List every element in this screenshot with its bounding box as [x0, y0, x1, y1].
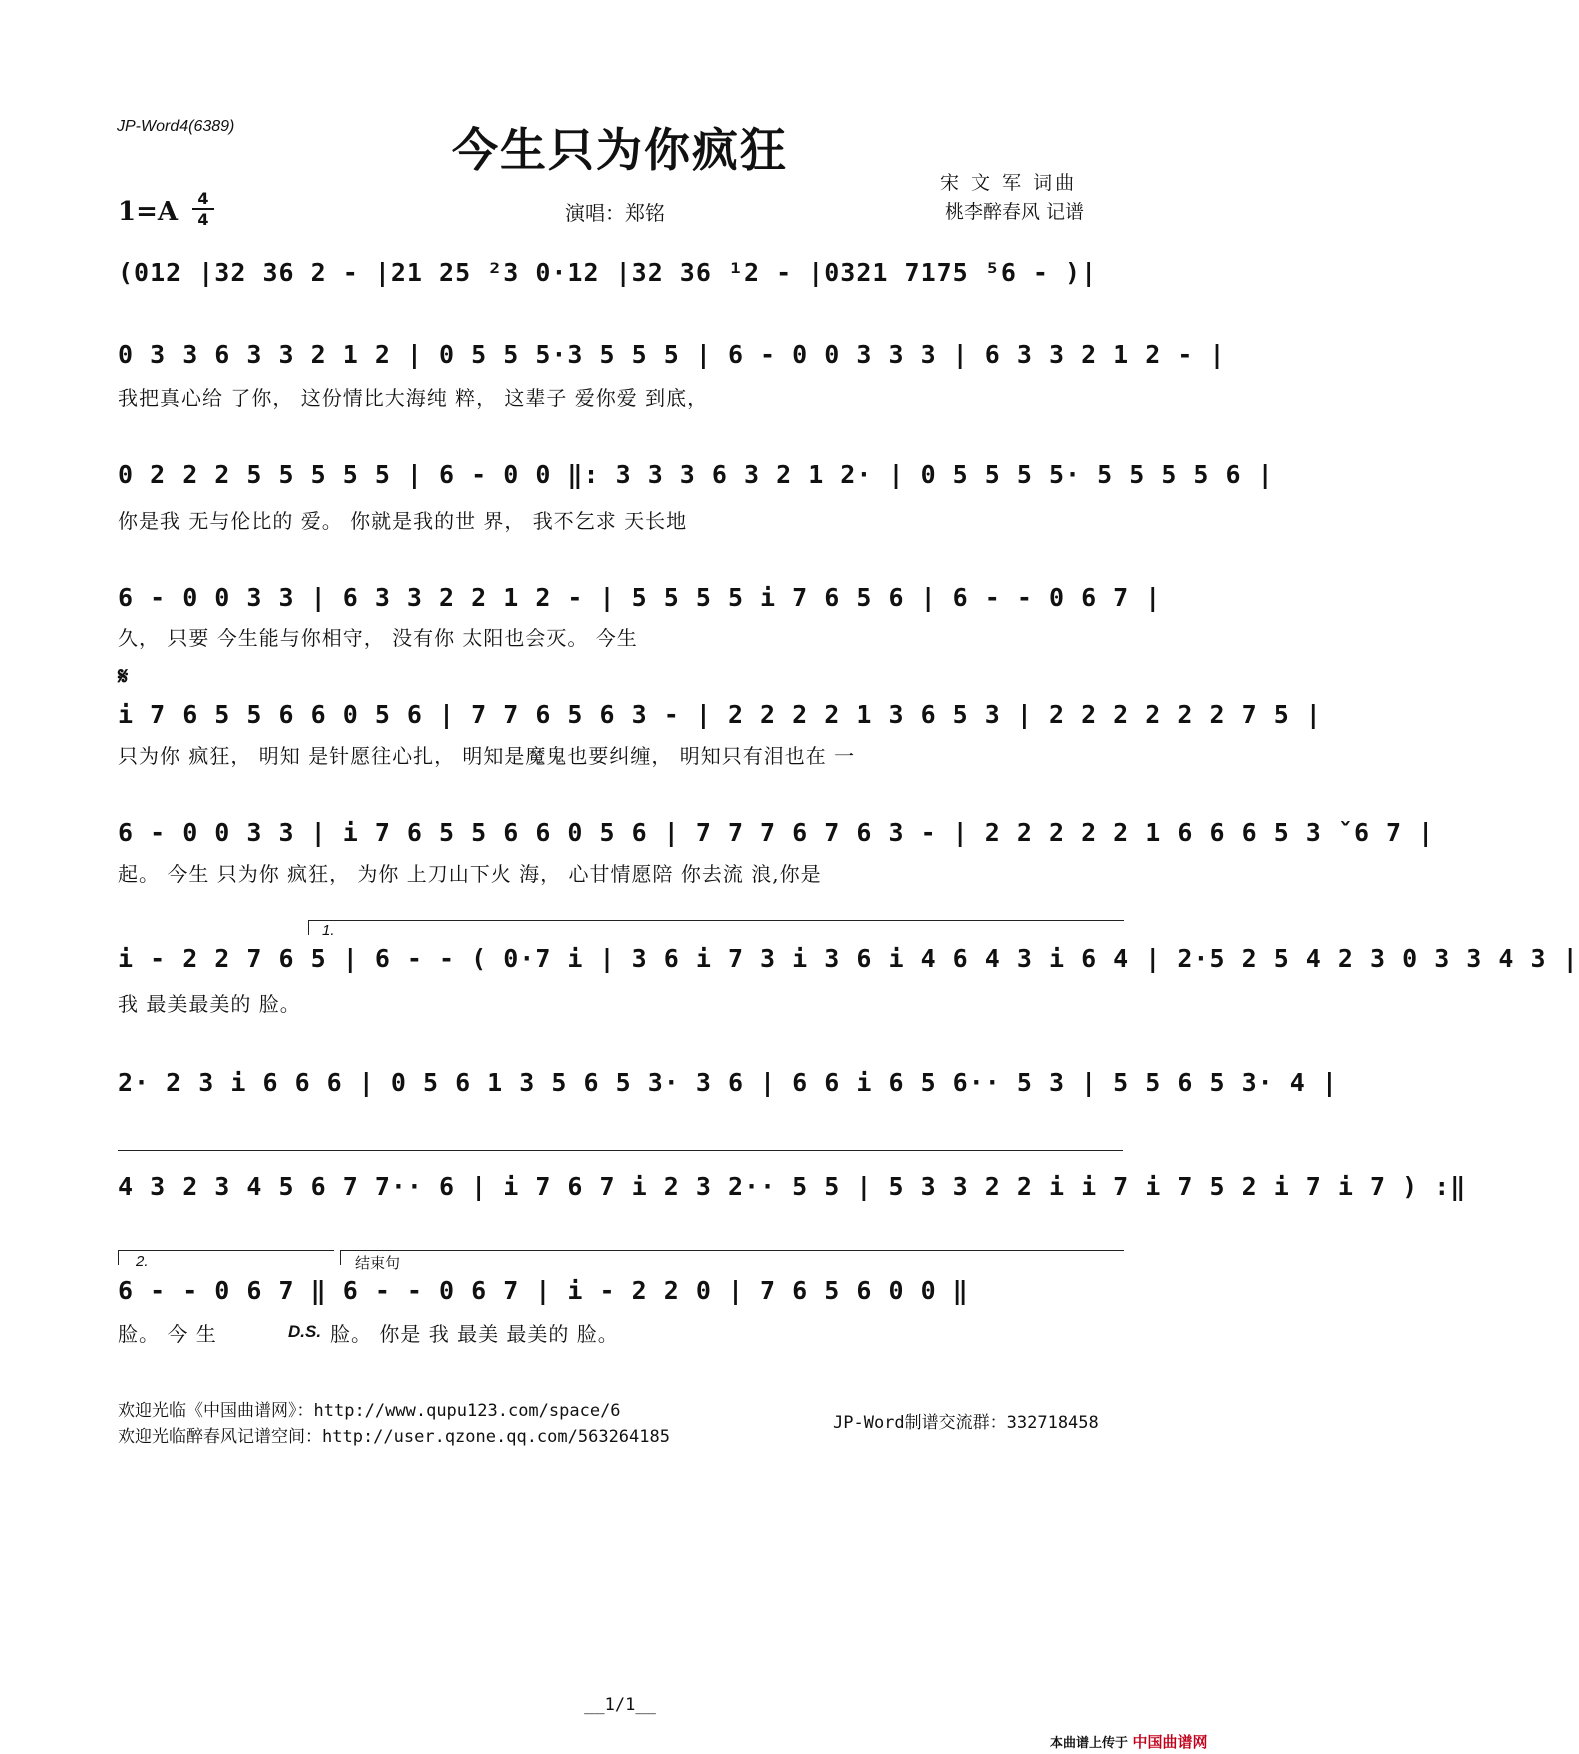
score-line-6-lyrics: 起。 今生 只为你 疯狂， 为你 上刀山下火 海， 心甘情愿陪 你去流 浪,你是 — [118, 862, 822, 886]
lyrics-music-credit: 宋 文 军 词曲 — [940, 172, 1078, 194]
score-line-9-notes: 4 3 2 3 4 5 6 7 7·· 6 | i 7 6 7 i 2 3 2·· 5 5 | 5 3 3 2 2 i i 7 i 7 5 2 i 7 i 7 ) :‖ — [118, 1172, 1467, 1201]
score-line-4-lyrics: 久， 只要 今生能与你相守， 没有你 太阳也会灭。 今生 — [118, 626, 638, 650]
score-line-10-notes: 6 - - 0 6 7 ‖ 6 - - 0 6 7 | i - 2 2 0 | 7 6 5 6 0 0 ‖ — [118, 1276, 969, 1305]
first-ending-continuation-line — [118, 1150, 1123, 1151]
upload-prefix: 本曲谱上传于 — [1050, 1736, 1129, 1751]
footer-site-link-1[interactable]: 欢迎光临《中国曲谱网》：http://www.qupu123.com/space/6 — [118, 1401, 621, 1421]
segno-sign: 𝄋 — [118, 662, 129, 690]
score-line-10-lyrics-b: 脸。 你是 我 最美 最美的 脸。 — [330, 1322, 619, 1346]
dal-segno-mark: D.S. — [288, 1322, 322, 1341]
coda-label: 结束句 — [355, 1255, 401, 1272]
score-line-1-notes: (012 |32 36 2 - |21 25 ²3 0·12 |32 36 ¹2 - |0321 7175 ⁵6 - )| — [118, 258, 1098, 287]
score-line-3-notes: 0 2 2 2 5 5 5 5 5 | 6 - 0 0 ‖: 3 3 3 6 3 2 1 2· | 0 5 5 5 5· 5 5 5 5 6 | — [118, 460, 1274, 489]
song-title: 今生只为你疯狂 — [452, 123, 788, 177]
score-line-8-notes: 2· 2 3 i 6 6 6 | 0 5 6 1 3 5 6 5 3· 3 6 | 6 6 i 6 5 6·· 5 3 | 5 5 6 5 3· 4 | — [118, 1068, 1338, 1097]
first-ending-label: 1. — [322, 922, 335, 939]
meter-top: 4 — [197, 189, 209, 208]
score-line-5-notes: i 7 6 5 5 6 6 0 5 6 | 7 7 6 5 6 3 - | 2 2 2 2 1 3 6 5 3 | 2 2 2 2 2 2 7 5 | — [118, 700, 1322, 729]
score-line-5-lyrics: 只为你 疯狂， 明知 是针愿往心扎， 明知是魔鬼也要纠缠， 明知只有泪也在 一 — [118, 744, 856, 768]
time-signature — [192, 190, 214, 228]
score-line-2-notes: 0 3 3 6 3 3 2 1 2 | 0 5 5 5·3 5 5 5 | 6 - 0 0 3 3 3 | 6 3 3 2 1 2 - | — [118, 340, 1226, 369]
second-ending-bracket — [118, 1250, 334, 1265]
meter-bottom: 4 — [197, 210, 209, 229]
upload-brand-logo: 中国曲谱网 — [1132, 1733, 1208, 1751]
singer-credit: 演唱：郑铭 — [565, 201, 665, 225]
footer-group-info: JP-Word制谱交流群：332718458 — [833, 1413, 1099, 1433]
score-line-7-lyrics: 我 最美最美的 脸。 — [118, 992, 301, 1016]
score-line-3-lyrics: 你是我 无与伦比的 爱。 你就是我的世 界， 我不乞求 天长地 — [118, 509, 688, 533]
first-ending-bracket — [308, 920, 1124, 935]
score-line-7-notes: i - 2 2 7 6 5 | 6 - - ( 0·7 i | 3 6 i 7 3 i 3 6 i 4 6 4 3 i 6 4 | 2·5 2 5 4 2 3 0 3 3 4 3 | — [118, 944, 1579, 973]
upload-badge[interactable] — [1050, 1731, 1208, 1752]
second-ending-label: 2. — [136, 1253, 149, 1270]
score-line-10-lyrics-a: 脸。 今 生 — [118, 1322, 217, 1346]
software-watermark: JP-Word4(6389) — [117, 118, 235, 135]
footer-site-link-2[interactable]: 欢迎光临醉春风记谱空间：http://user.qzone.qq.com/563264185 — [118, 1427, 670, 1447]
page-number: __1/1__ — [584, 1695, 656, 1715]
transcriber-credit: 桃李醉春风 记谱 — [945, 201, 1085, 223]
score-line-4-notes: 6 - 0 0 3 3 | 6 3 3 2 2 1 2 - | 5 5 5 5 i 7 6 5 6 | 6 - - 0 6 7 | — [118, 583, 1162, 612]
score-line-6-notes: 6 - 0 0 3 3 | i 7 6 5 5 6 6 0 5 6 | 7 7 7 6 7 6 3 - | 2 2 2 2 2 1 6 6 6 5 3 ˇ6 7 | — [118, 818, 1435, 847]
score-line-2-lyrics: 我把真心给 了你， 这份情比大海纯 粹， 这辈子 爱你爱 到底， — [118, 386, 709, 410]
key-signature: 1=A — [118, 197, 179, 227]
coda-bracket — [340, 1250, 1124, 1265]
